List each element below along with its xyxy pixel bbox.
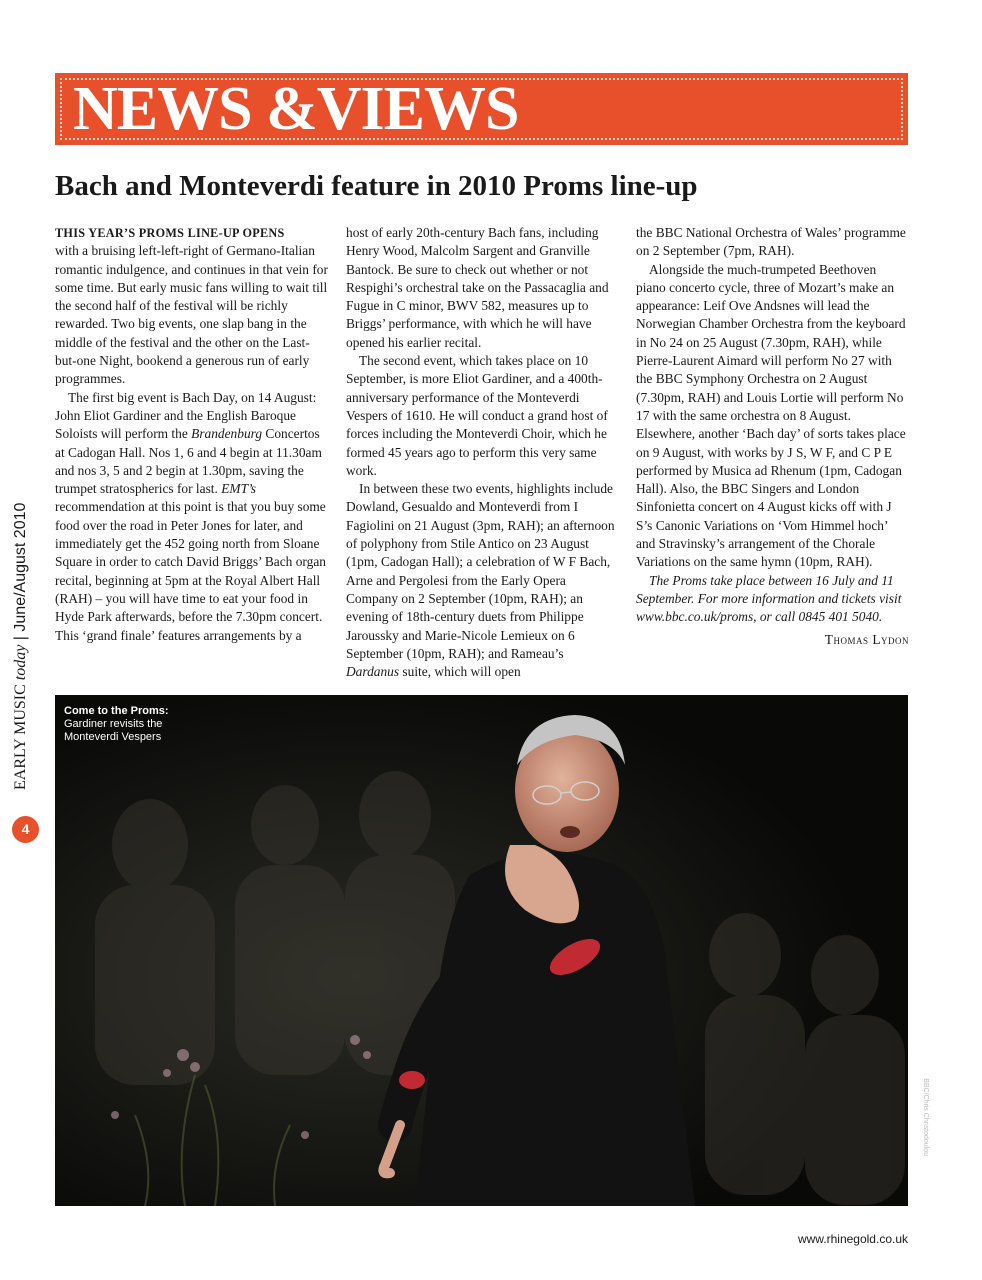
caption-title: Come to the Proms: xyxy=(64,705,169,717)
paragraph: The first big event is Bach Day, on 14 August: John Eliot Gardiner and the English Baroque Soloists will perform the Brandenburg Concertos at Cadogan Hall. Nos 1, 6 and 4 begin at 11.30am and nos 3, 5 and 2 begin at 1.30pm, saving the trumpet stratospherics for last. EMT’s recommendation at this point is that you buy some food over the road in Peter Jones for later, and immediately get the 452 going north from Sloane Square in order to catch David Briggs’ Bach organ recital, beginning at 5pm at the Royal Albert Hall (RAH) – you will have time to eat your food in Hyde Park afterwards, before the 7.30pm concert. This ‘grand finale’ features arrangements by a xyxy=(55,389,326,643)
page-number-badge: 4 xyxy=(12,816,39,843)
paragraph: In between these two events, highlights include Dowland, Gesualdo and Monteverdi from I Fagiolini on 21 August (3pm, RAH); an afternoon of polyphony from Stile Antico on 23 August (1pm, Cadogan Hall); a celebration of W F Bach, Arne and Pergolesi from the Early Opera Company on 2 September (10pm, RAH); an evening of 18th-century duets from Philippe Jaroussky and Marie-Nicole Lemieux on 6 September (10pm, RAH); and Rameau’s Dardanus suite, which will open xyxy=(346,481,615,680)
paragraph: host of early 20th-century Bach fans, including Henry Wood, Malcolm Sargent and Granville Bantock. Be sure to check out whether or not Respighi’s orchestral take on the Passacaglia and Fugue in C minor, BWV 582, measures up to Briggs’ performance, with which he will have opened his earlier recital. xyxy=(346,225,609,350)
photo-caption xyxy=(64,705,204,744)
photo-illustration xyxy=(55,695,908,1206)
separator: | xyxy=(12,631,29,645)
conductor-photo xyxy=(55,695,929,1206)
footer-url: www.rhinegold.co.uk xyxy=(797,1232,908,1246)
article-column-3 xyxy=(636,224,909,649)
author-byline: Thomas Lydon xyxy=(824,631,909,647)
issue-date: June/August 2010 xyxy=(12,502,29,632)
article-column-1 xyxy=(55,224,328,645)
lead-in: THIS YEAR’S PROMS LINE-UP OPENS xyxy=(55,226,285,240)
info-paragraph: The Proms take place between 16 July and 11 September. For more information and tickets visit www.bbc.co.uk/proms, or call 0845 401 5040. xyxy=(636,572,902,625)
paragraph: The second event, which takes place on 10 September, is more Eliot Gardiner, and a 400th-anniversary performance of the Monteverdi Vespers of 1610. He will conduct a grand host of forces including the Monteverdi Choir, which he formed 45 years ago to perform this very same work. xyxy=(346,353,608,478)
section-banner xyxy=(55,73,908,145)
paragraph: THIS YEAR’S PROMS LINE-UP OPENS with a bruising left-left-right of Germano-Italian romantic indulgence, and continues in that vein for some time. But early music fans willing to wait till the second half of the festival will be richly rewarded. Two big events, one slap bang in the middle of the festival and the other on the Last-but-one Night, bookend a generous run of early programmes. xyxy=(55,226,328,387)
issue-label xyxy=(12,503,30,790)
photo-credit: BBC/Chris Christodoulou xyxy=(922,1078,929,1156)
paragraph: Alongside the much-trumpeted Beethoven piano concerto cycle, three of Mozart’s make an appearance: Leif Ove Andsnes will lead the Norwegian Chamber Orchestra from the keyboard in No 24 on 25 August (7.30pm, RAH), while Pierre-Laurent Aimard will perform No 27 with the BBC Symphony Orchestra on 2 August (7.30pm, RAH) and Louis Lortie will perform No 17 with the same orchestra on 8 August. Elsewhere, another ‘Bach day’ of sorts takes place on 9 August, with works by J S, W F, and C P E performed by Musica ad Rhenum (1pm, Cadogan Hall). Also, the BBC Singers and London Sinfonietta concert on 4 August kicks off with J S’s Canonic Variations on ‘Vom Himmel hoch’ and Stravinsky’s arrangement of the Chorale Variations on the same hymn (10pm, RAH). xyxy=(636,261,906,570)
article-column-2 xyxy=(346,224,619,681)
publication-name: EARLY MUSIC today xyxy=(12,644,29,790)
section-title: NEWS &VIEWS xyxy=(73,75,519,143)
article-headline: Bach and Monteverdi feature in 2010 Proms line-up xyxy=(55,170,698,202)
caption-text: Gardiner revisits the Monteverdi Vespers xyxy=(64,718,163,743)
paragraph: the BBC National Orchestra of Wales’ programme on 2 September (7pm, RAH). xyxy=(636,225,906,259)
